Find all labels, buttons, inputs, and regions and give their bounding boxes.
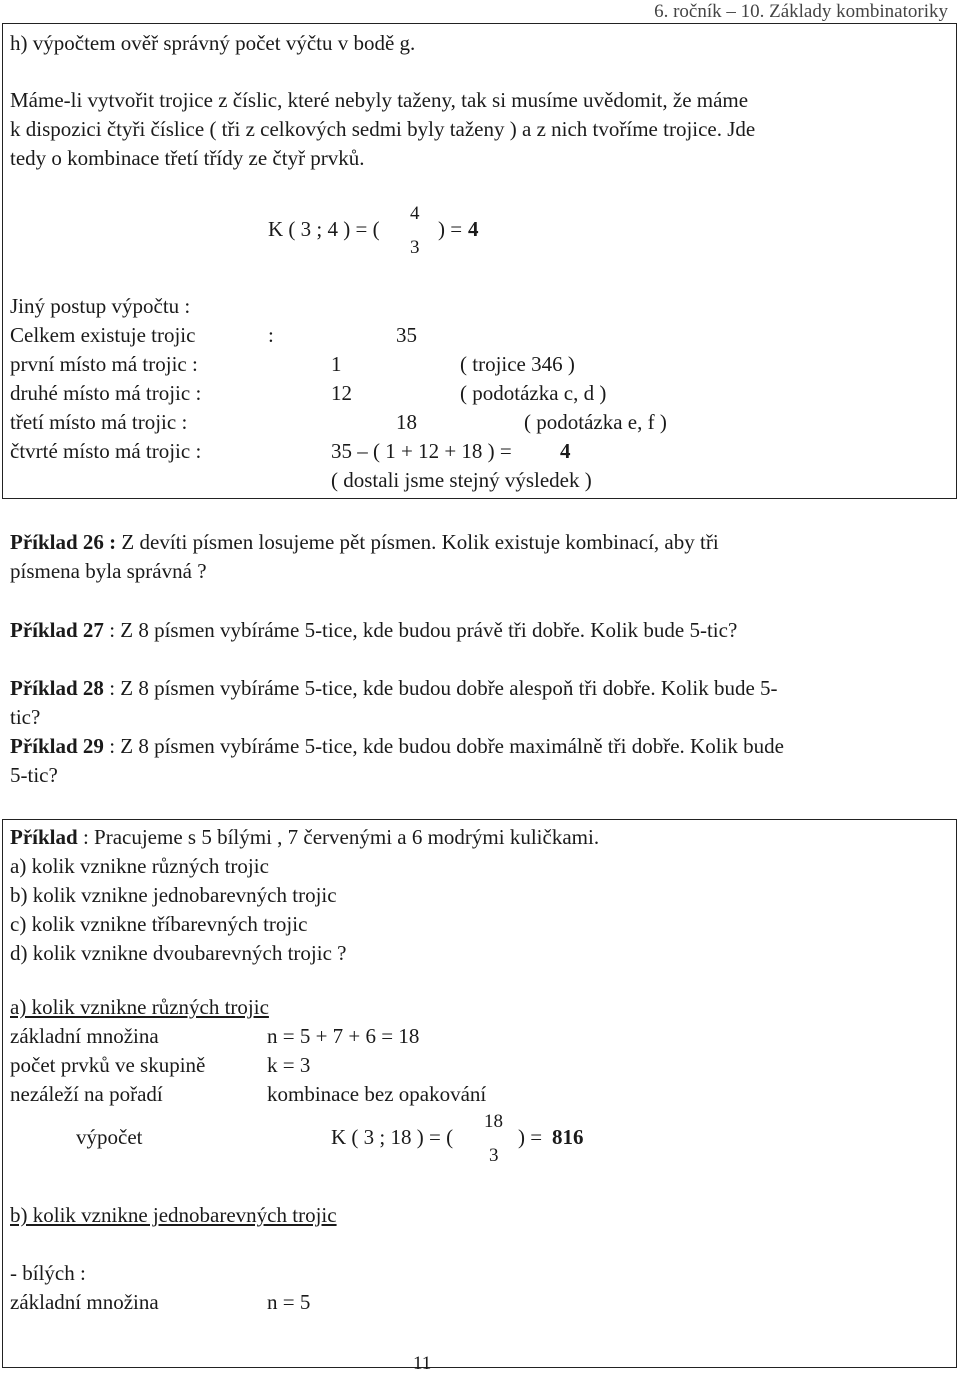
formula-result: 816 — [552, 1125, 584, 1149]
example-label: Příklad 26 : — [10, 530, 117, 554]
binomial-top: 4 — [410, 203, 420, 224]
page-header: 6. ročník – 10. Základy kombinatoriky — [654, 1, 948, 22]
page-number: 11 — [413, 1353, 432, 1374]
row-value: 18 — [396, 410, 417, 434]
formula-right: ) = — [518, 1125, 543, 1149]
row-label: základní množina — [10, 1290, 159, 1314]
row-note: ( podotázka e, f ) — [524, 410, 667, 434]
row-label: Celkem existuje trojic — [10, 323, 196, 347]
question-a: a) kolik vznikne různých trojic — [10, 854, 269, 878]
row-expression: 35 – ( 1 + 12 + 18 ) = — [331, 439, 512, 463]
formula-left: K ( 3 ; 18 ) = ( — [331, 1125, 454, 1149]
example-text: : Z 8 písmen vybíráme 5-tice, kde budou dobře maximálně tři dobře. Kolik bude — [103, 734, 784, 758]
row-result: 4 — [560, 439, 571, 463]
example-text: Z devíti písmen losujeme pět písmen. Kolik existuje kombinací, aby tři — [116, 530, 719, 554]
row-value: 12 — [331, 381, 352, 405]
binomial-bottom: 3 — [489, 1145, 499, 1166]
example-label: Příklad 28 — [10, 676, 104, 700]
formula-left: K ( 3 ; 4 ) = ( — [268, 217, 380, 241]
paragraph-line: tedy o kombinace třetí třídy ze čtyř prvků. — [10, 146, 365, 170]
calc-label: výpočet — [76, 1125, 143, 1149]
example-label: Příklad — [10, 825, 78, 849]
row-value: 35 — [396, 323, 417, 347]
row-label: první místo má trojic : — [10, 352, 198, 376]
row-label: základní množina — [10, 1024, 159, 1048]
binomial-bottom: 3 — [410, 237, 420, 258]
question-c: c) kolik vznikne tříbarevných trojic — [10, 912, 308, 936]
row-note: ( dostali jsme stejný výsledek ) — [331, 468, 592, 492]
formula-result: 4 — [468, 217, 479, 241]
row-label: nezáleží na pořadí — [10, 1082, 163, 1106]
task-h: h) výpočtem ověř správný počet výčtu v bodě g. — [10, 31, 416, 55]
question-d: d) kolik vznikne dvoubarevných trojic ? — [10, 941, 347, 965]
binomial-top: 18 — [484, 1111, 503, 1132]
solution-a-heading: a) kolik vznikne různých trojic — [10, 995, 269, 1019]
example-label: Příklad 29 — [10, 734, 104, 758]
formula-right: ) = — [438, 217, 463, 241]
question-b: b) kolik vznikne jednobarevných trojic — [10, 883, 337, 907]
row-label: druhé místo má trojic : — [10, 381, 202, 405]
row-value: kombinace bez opakování — [267, 1082, 487, 1106]
example-label: Příklad 27 — [10, 618, 104, 642]
example-text: písmena byla správná ? — [10, 559, 207, 583]
row-colon: : — [268, 323, 274, 347]
row-note: ( podotázka c, d ) — [460, 381, 607, 405]
alt-method-title: Jiný postup výpočtu : — [10, 294, 191, 318]
row-note: ( trojice 346 ) — [460, 352, 575, 376]
white-subcase: - bílých : — [10, 1261, 86, 1285]
row-value: n = 5 + 7 + 6 = 18 — [267, 1024, 420, 1048]
row-value: k = 3 — [267, 1053, 311, 1077]
example-text: : Pracujeme s 5 bílými , 7 červenými a 6 modrými kuličkami. — [77, 825, 600, 849]
example-text: : Z 8 písmen vybíráme 5-tice, kde budou dobře alespoň tři dobře. Kolik bude 5- — [103, 676, 778, 700]
row-value: n = 5 — [267, 1290, 311, 1314]
row-label: počet prvků ve skupině — [10, 1053, 206, 1077]
row-value: 1 — [331, 352, 342, 376]
example-text: 5-tic? — [10, 763, 58, 787]
row-label: třetí místo má trojic : — [10, 410, 188, 434]
row-label: čtvrté místo má trojic : — [10, 439, 202, 463]
paragraph-line: Máme-li vytvořit trojice z číslic, které nebyly taženy, tak si musíme uvědomit, že máme — [10, 88, 749, 112]
solution-b-heading: b) kolik vznikne jednobarevných trojic — [10, 1203, 337, 1227]
example-text: tic? — [10, 705, 41, 729]
example-text: : Z 8 písmen vybíráme 5-tice, kde budou právě tři dobře. Kolik bude 5-tic? — [103, 618, 738, 642]
paragraph-line: k dispozici čtyři číslice ( tři z celkových sedmi byly taženy ) a z nich tvoříme trojice. Jde — [10, 117, 756, 141]
